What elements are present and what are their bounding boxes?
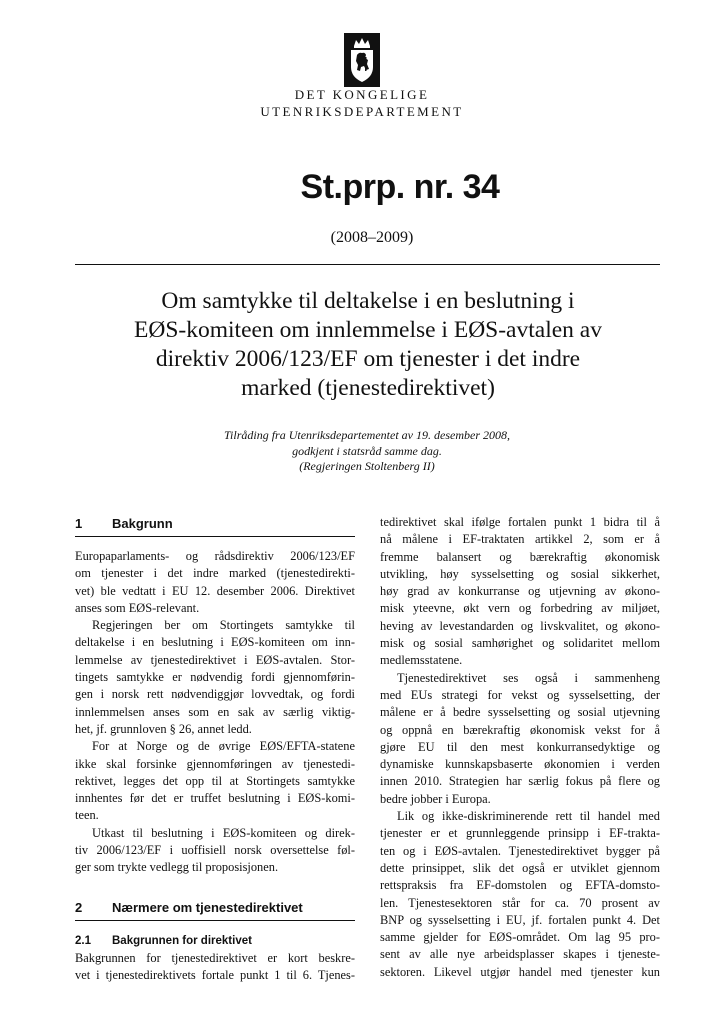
subsection-title: Bakgrunnen for direktivet (112, 934, 252, 947)
text-line: ten og i EØS-avtalen. Tjenestedirektivet bygger på (380, 843, 660, 858)
text-line: heving av levestandarden og livskvalitet, og økono- (380, 618, 660, 633)
department-name-line1: DET KONGELIGE (294, 87, 430, 102)
text-line: misk yteevne, økt vern og forbedring av miljøet, (380, 601, 660, 616)
text-line: dette prinsippet, slik det også er utviklet gjennom (380, 860, 660, 875)
text-line: sent av alle nye arbeidsplasser skapes i tjeneste- (380, 947, 660, 962)
text-line: ger som trykte vedlegg til proposisjonen. (75, 860, 279, 875)
paragraph (75, 548, 355, 617)
text-line: Lik og ikke-diskriminerende rett til handel med (397, 809, 660, 824)
text-line: Europaparlaments- og rådsdirektiv 2006/123/EF (75, 549, 355, 563)
text-line: tedirektivet skal ifølge fortalen punkt 1 bidra til å (380, 515, 660, 529)
paragraph (380, 514, 660, 670)
text-line: høy grad av konkurranse og utjevning av økono- (380, 584, 660, 599)
text-line: Tjenestedirektivet ses også i sammenheng (397, 670, 660, 685)
right-column (380, 514, 660, 981)
text-line: Regjeringen ber om Stortingets samtykke til (92, 618, 355, 633)
document-subject (82, 287, 654, 403)
text-line: sektoren. Likevel utgjør handel med tjenester kun (380, 964, 660, 979)
recommendation-line: godkjent i statsråd samme dag. (292, 443, 442, 458)
text-line: het, jf. grunnloven § 26, annet ledd. (75, 721, 252, 736)
text-line: Utkast til beslutning i EØS-komiteen og direk- (92, 825, 355, 840)
document-year: (2008–2009) (330, 229, 414, 246)
department-name-line2: UTENRIKSDEPARTEMENT (260, 104, 464, 119)
paragraph (380, 670, 660, 808)
paragraph (380, 808, 660, 981)
text-line: om tjenester i det indre marked (tjenestedirekti- (75, 566, 355, 581)
text-line: vet) ble vedtatt i EU 12. desember 2006. Direktivet (75, 583, 355, 598)
subject-line: marked (tjenestedirektivet) (241, 375, 495, 401)
text-line: og oppnå en bærekraftig økonomisk vekst for å (380, 722, 660, 737)
subsection-number: 2.1 (75, 934, 91, 947)
text-line: lemmelse av tjenestedirektivet i EØS-avtalen. Stor- (75, 652, 355, 667)
section-title: Nærmere om tjenestedirektivet (112, 899, 303, 915)
subsection-heading-2-1 (75, 932, 355, 950)
text-line: vet i tjenestedirektivets fortale punkt 1 til 6. Tjenes- (75, 967, 355, 982)
text-line: bedre jobber i Europa. (380, 791, 491, 806)
text-line: innhentes før det er truffet beslutning i EØS-komi- (75, 791, 355, 806)
section-title: Bakgrunn (112, 516, 173, 531)
text-line: medlemsstatene. (380, 653, 463, 668)
section-heading-1 (75, 514, 355, 537)
paragraph (75, 825, 355, 877)
paragraph (75, 617, 355, 738)
title-divider (75, 264, 660, 265)
text-line: rettspraksis fra EF-domstolen og EFTA-domsto- (380, 878, 660, 893)
text-line: anses som EØS-relevant. (75, 600, 200, 615)
text-line: samme gjelder for EØS-området. Om lag 95 pro- (380, 930, 660, 945)
text-line: nå målene i EF-traktaten artikkel 2, som er å (380, 532, 660, 547)
coat-of-arms-icon (344, 33, 380, 87)
text-line: misk og sosial samhørighet og solidaritet mellom (380, 636, 660, 651)
section-number: 2 (75, 899, 83, 915)
text-line: tiv 2006/123/EF i uoffisiell norsk oversettelse føl- (75, 843, 355, 858)
text-line: For at Norge og de øvrige EØS/EFTA-statene (92, 739, 355, 754)
text-line: utvikling, høy sysselsetting og sosial sikkerhet, (380, 566, 660, 581)
recommendation-line: (Regjeringen Stoltenberg II) (299, 459, 435, 473)
subject-line: Om samtykke til deltakelse i en beslutning i (161, 288, 575, 314)
text-line: målene er å bedre sysselsetting og sosial utjevning (380, 705, 660, 720)
text-line: tingets samtykke er nødvendig fordi gjennomførin- (75, 670, 355, 685)
text-line: innlemmelsen anses som en sak av særlig viktig- (75, 704, 355, 719)
document-title: St.prp. nr. 34 (300, 168, 500, 206)
text-line: gen i norsk rett nødvendiggjør lovvedtak, og fordi (75, 687, 355, 702)
text-line: dynamiske kunnskapsbaserte økonomien i verden (380, 757, 660, 772)
text-line: rektivet, legges det opp til at Stortingets samtykke (75, 773, 355, 788)
recommendation-note (0, 428, 724, 475)
text-line: len. Tjenestesektoren står for ca. 70 prosent av (380, 895, 660, 910)
text-line: teen. (75, 808, 99, 823)
paragraph (75, 950, 355, 985)
paragraph (75, 738, 355, 824)
text-line: med EUs strategi for vekst og sysselsetting, der (380, 687, 660, 702)
text-line: BNP og sysselsetting i EU, jf. fortalen punkt 4. Det (380, 912, 660, 927)
section-number: 1 (75, 516, 83, 531)
text-line: tjenester er et grunnleggende prinsipp i EF-trakta- (380, 826, 660, 841)
text-line: fremme balansert og bærekraftig økonomisk (380, 549, 660, 564)
text-line: gjøre EU til den mest konkurransedyktige og (380, 739, 660, 754)
subject-line: EØS-komiteen om innlemmelse i EØS-avtalen av (134, 317, 602, 343)
recommendation-line: Tilråding fra Utenriksdepartementet av 19. desember 2008, (224, 428, 510, 442)
subject-line: direktiv 2006/123/EF om tjenester i det indre (155, 346, 581, 372)
section-heading-2 (75, 898, 355, 921)
text-line: ikke skal forsinke gjennomføringen av tjenestedi- (75, 756, 355, 771)
text-line: innen 2010. Strategien har særlig fokus på flere og (380, 774, 660, 789)
left-column (75, 514, 355, 984)
text-line: Bakgrunnen for tjenestedirektivet er kort beskre- (75, 950, 355, 965)
text-line: deltakelse i en beslutning i EØS-komiteen om inn- (75, 635, 355, 650)
